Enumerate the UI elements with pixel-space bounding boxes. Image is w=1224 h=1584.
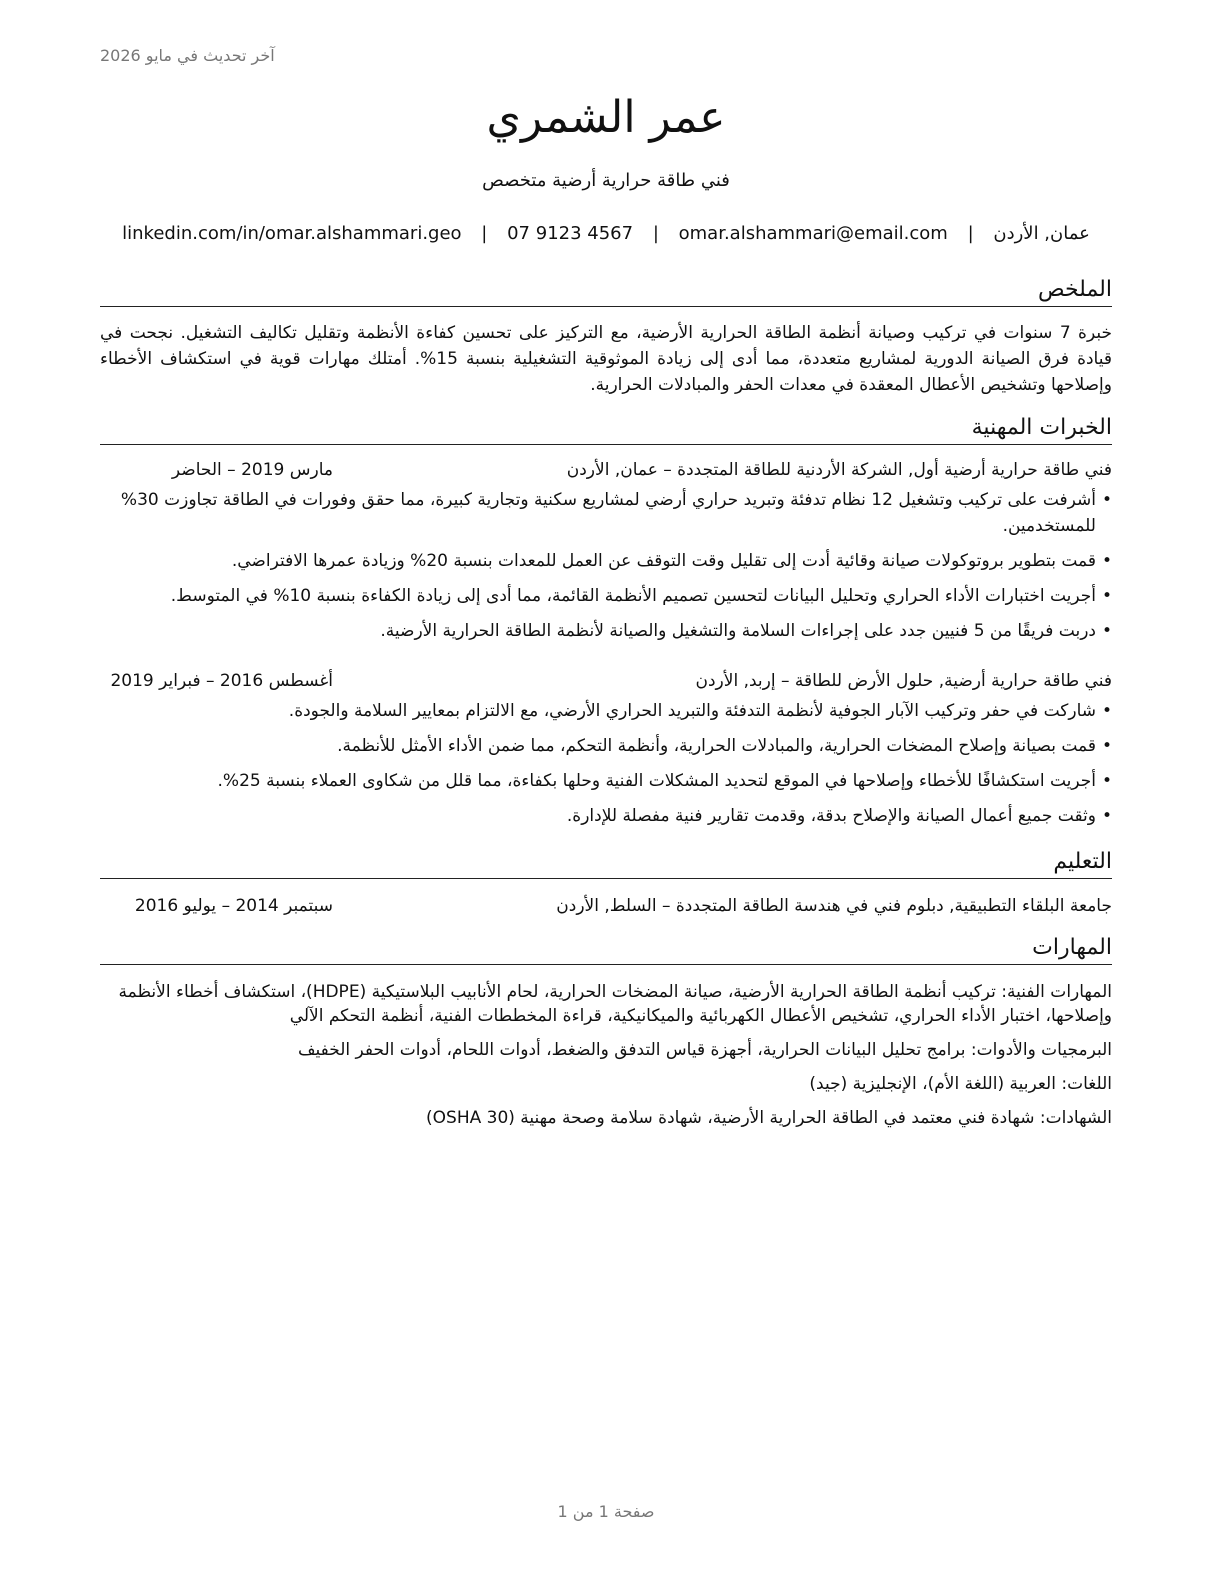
bullet-dot: • — [1101, 586, 1112, 606]
job-bullets — [100, 698, 1112, 838]
job-title: فني طاقة حرارية أرضية أول, الشركة الأردنية للطاقة المتجددة – عمان, الأردن — [566, 460, 1112, 480]
contact-separator: | — [967, 223, 974, 244]
contact-separator: | — [652, 223, 659, 244]
last-updated-note: آخر تحديث في مايو 2026 — [100, 46, 275, 65]
education-title: جامعة البلقاء التطبيقية, دبلوم فني في هندسة الطاقة المتجددة – السلط, الأردن — [556, 896, 1112, 916]
contact-email[interactable]: omar.alshammari@email.com — [678, 223, 948, 244]
bullet-dot: • — [1101, 621, 1112, 641]
job-header — [100, 458, 1112, 482]
bullet-dot: • — [1101, 551, 1112, 571]
page-number: صفحة 1 من 1 — [557, 1502, 655, 1521]
contact-linkedin[interactable]: linkedin.com/in/omar.alshammari.geo — [122, 223, 462, 244]
bullet-dot: • — [1101, 806, 1112, 826]
skills-list — [100, 980, 1112, 1140]
summary-heading: الملخص — [100, 276, 1112, 307]
education-heading: التعليم — [100, 848, 1112, 879]
bullet-item: • أجريت اختبارات الأداء الحراري وتحليل البيانات لتحسين تصميم الأنظمة القائمة، مما أدى إلى زيادة الكفاءة بنسبة 10% في المتوسط. — [100, 583, 1112, 609]
skills-software-tools: البرمجيات والأدوات: برامج تحليل البيانات الحرارية، أجهزة قياس التدفق والضغط، أدوات اللحام، أدوات الحفر الخفيف — [297, 1040, 1112, 1060]
job-header — [100, 669, 1112, 693]
skills-languages: اللغات: العربية (اللغة الأم)، الإنجليزية (جيد) — [809, 1074, 1112, 1094]
summary-text: خبرة 7 سنوات في تركيب وصيانة أنظمة الطاقة الحرارية الأرضية، مع التركيز على تحسين كفاءة الأنظمة وتقليل تكاليف التشغيل. نجحت في قيادة فرق الصيانة الدورية لمشاريع متعددة، مما أدى إلى زيادة الموثوقية التشغيلية بنسبة 15%. أمتلك مهارات قوية في استكشاف الأخطاء وإصلاحها وتشخيص الأعطال المعقدة في معدات الحفر والمبادلات الحرارية. — [100, 323, 1112, 395]
bullet-item: • قمت بتطوير بروتوكولات صيانة وقائية أدت إلى تقليل وقت التوقف عن العمل للمعدات بنسبة 20% وزيادة عمرها الافتراضي. — [100, 548, 1112, 574]
bullet-dot: • — [1101, 490, 1112, 510]
bullet-dot: • — [1101, 736, 1112, 756]
bullet-dot: • — [1101, 771, 1112, 791]
contact-separator: | — [481, 223, 488, 244]
bullet-dot: • — [1101, 701, 1112, 721]
contact-phone[interactable]: 07 9123 4567 — [507, 223, 634, 244]
job-dates: أغسطس 2016 – فبراير 2019 — [110, 671, 333, 691]
skills-certifications: الشهادات: شهادة فني معتمد في الطاقة الحرارية الأرضية، شهادة سلامة وصحة مهنية (OSHA 30) — [426, 1108, 1112, 1128]
skills-technical: المهارات الفنية: تركيب أنظمة الطاقة الحرارية الأرضية، صيانة المضخات الحرارية، لحام الأنابيب البلاستيكية (HDPE)، استكشاف أخطاء الأنظمة وإصلاحها، اختبار الأداء الحراري، تشخيص الأعطال الكهربائية والميكانيكية، قراءة المخططات الفنية، أنظمة التحكم الآلي — [118, 982, 1112, 1026]
job-bullets — [100, 487, 1112, 653]
candidate-name: عمر الشمري — [486, 92, 726, 143]
candidate-title: فني طاقة حرارية أرضية متخصص — [482, 170, 730, 191]
bullet-item: • قمت بصيانة وإصلاح المضخات الحرارية، والمبادلات الحرارية، وأنظمة التحكم، مما ضمن الأداء الأمثل للأنظمة. — [100, 733, 1112, 759]
contact-line — [100, 223, 1112, 244]
education-entry — [100, 894, 1112, 918]
job-title: فني طاقة حرارية أرضية, حلول الأرض للطاقة – إربد, الأردن — [695, 671, 1112, 691]
job-dates: مارس 2019 – الحاضر — [171, 460, 333, 480]
education-dates: سبتمبر 2014 – يوليو 2016 — [134, 896, 333, 916]
bullet-item: • دربت فريقًا من 5 فنيين جدد على إجراءات السلامة والتشغيل والصيانة لأنظمة الطاقة الحرارية الأرضية. — [100, 618, 1112, 644]
experience-heading: الخبرات المهنية — [100, 414, 1112, 445]
contact-location: عمان, الأردن — [993, 223, 1090, 244]
resume-page — [100, 0, 1112, 1584]
bullet-item: • أشرفت على تركيب وتشغيل 12 نظام تدفئة وتبريد حراري أرضي لمشاريع سكنية وتجارية كبيرة، مما حقق وفورات في الطاقة تجاوزت 30% للمستخدمين. — [100, 487, 1112, 539]
bullet-item: • أجريت استكشافًا للأخطاء وإصلاحها في الموقع لتحديد المشكلات الفنية وحلها بكفاءة، مما قلل من شكاوى العملاء بنسبة 25%. — [100, 768, 1112, 794]
skills-heading: المهارات — [100, 934, 1112, 965]
bullet-item: • وثقت جميع أعمال الصيانة والإصلاح بدقة، وقدمت تقارير فنية مفصلة للإدارة. — [100, 803, 1112, 829]
bullet-item: • شاركت في حفر وتركيب الآبار الجوفية لأنظمة التدفئة والتبريد الحراري الأرضي، مع الالتزام بمعايير السلامة والجودة. — [100, 698, 1112, 724]
